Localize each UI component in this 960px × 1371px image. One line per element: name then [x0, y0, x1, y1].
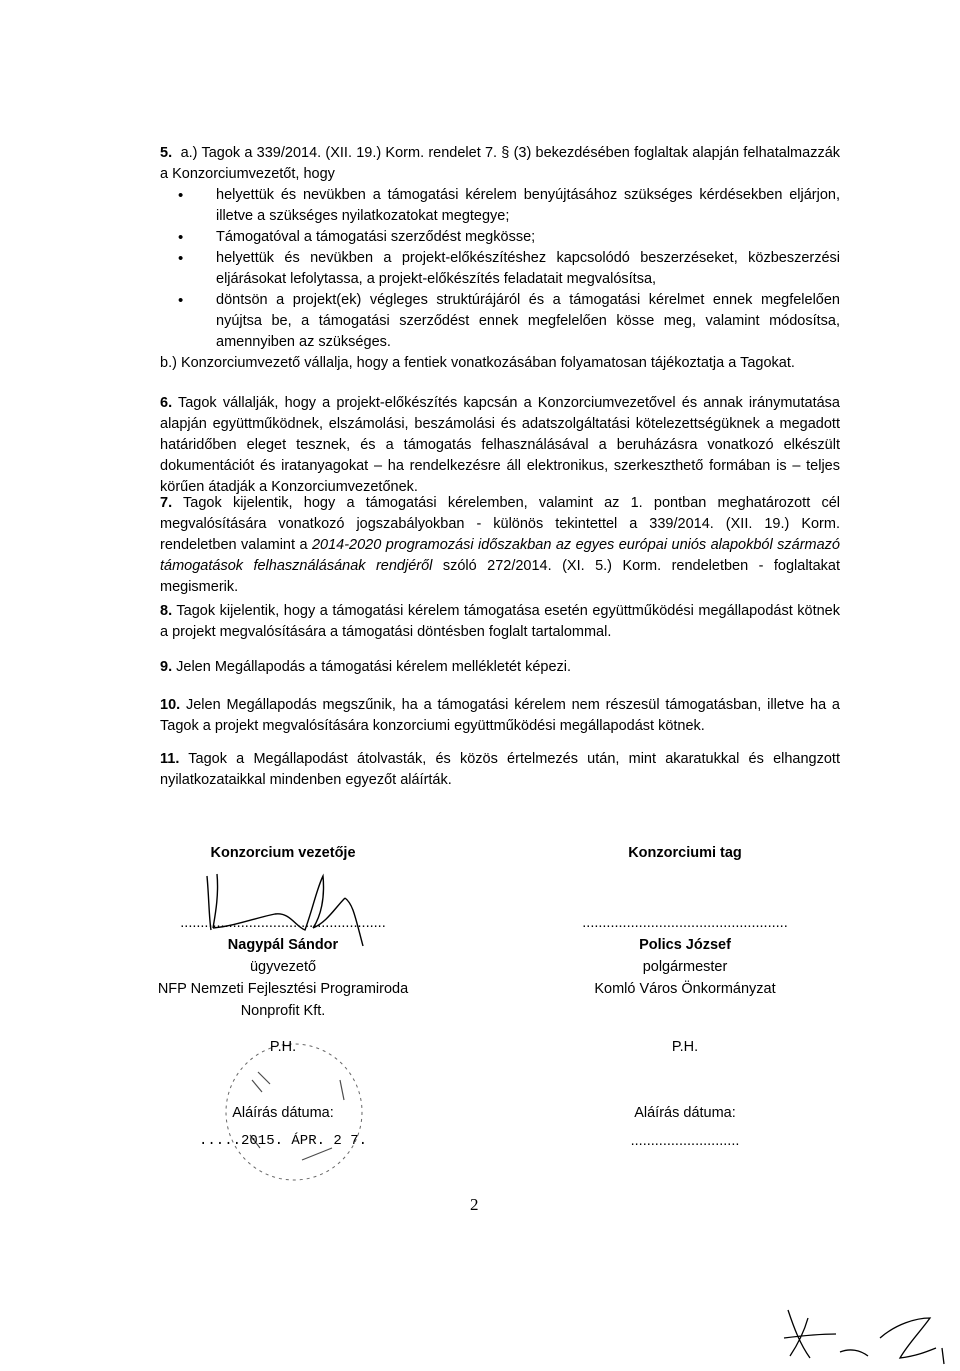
section-8-text: Tagok kijelentik, hogy a támogatási kérelem támogatása esetén együttműködési megállapodást kötnek a projekt megvalósítására a támogatási döntésben foglalt tartalommal. — [160, 603, 840, 640]
page-number: 2 — [470, 1195, 479, 1214]
section-7-italic-title: 2014-2020 programozási időszakban az egyes európai uniós alapokból származó támogatások felhasználásának rendjéről — [160, 537, 840, 574]
handwritten-initials — [780, 1298, 950, 1368]
handwritten-signature-left — [195, 868, 365, 948]
round-stamp-left — [222, 1040, 372, 1190]
signer-role-left: ügyvezető — [249, 959, 317, 975]
section-11-text: Tagok a Megállapodást átolvasták, és közös értelmezés után, mint akaratukkal és elhangzott nyilatkozataikkal mindenben egyezőt aláírták. — [160, 751, 840, 788]
section-9-number: 9. — [160, 659, 173, 675]
signature-date-value-left: .....2015. ÁPR. 2 7. — [198, 1133, 368, 1149]
signature-block-right — [535, 842, 835, 1152]
section-10-number: 10. — [160, 697, 181, 713]
section-6-text: Tagok vállalják, hogy a projekt-előkészítés kapcsán a Konzorciumvezetővel és annak iránymutatása alapján együttműködnek, elszámolási, beszámolási és adatszolgáltatási kötelezettségüknek a megadott határidőben eleget tesznek, és a támogatás felhasználásával a beruházásra vonatkozó elkészült dokumentációt és iratanyagokat – ha rendelkezésre áll elektronikus, szerkeszthető formában is – teljes körűen átadják a Konzorciumvezetőnek. — [160, 395, 840, 495]
section-6-number: 6. — [160, 395, 173, 411]
section-9-text: Jelen Megállapodás a támogatási kérelem mellékletét képezi. — [176, 659, 572, 675]
section-7-text-a: Tagok kijelentik, hogy a támogatási kérelemben, valamint az 1. pontban meghatározott cél megvalósítására vonatkozó jogszabályokban - különös tekintettel a 339/2014. (XII. 19.) Korm. rendeletben valamint a — [160, 495, 840, 553]
section-7 — [160, 493, 840, 598]
section-5-number: 5. — [160, 145, 173, 161]
signature-date-value-right: ........................... — [630, 1133, 740, 1149]
section-11 — [160, 749, 840, 791]
list-item: • helyettük és nevükben a támogatási kérelem benyújtásához szükséges kérdésekben eljárjon, illetve a szükséges nyilatkozatokat megtegye; — [216, 185, 840, 227]
signature-heading-right: Konzorciumi tag — [628, 845, 742, 861]
stamp-label-right: P.H. — [671, 1039, 699, 1055]
section-8 — [160, 601, 840, 643]
section-10-text: Jelen Megállapodás megszűnik, ha a támogatási kérelem nem részesül támogatásban, illetve ha a Tagok a projekt megvalósítására konzorciumi együttműködési megállapodást kötnek. — [160, 697, 840, 734]
signer-org-left: NFP Nemzeti Fejlesztési Programiroda — [157, 981, 409, 997]
list-item: • Támogatóval a támogatási szerződést megkösse; — [216, 227, 840, 248]
signature-date-label-left: Aláírás dátuma: — [232, 1105, 334, 1121]
section-5-bullet-list — [160, 185, 840, 353]
section-5-b: b.) Konzorciumvezető vállalja, hogy a fentiek vonatkozásában folyamatosan tájékoztatja a Tagokat. — [160, 355, 795, 371]
signer-name-right: Polics József — [639, 937, 731, 953]
section-6 — [160, 393, 840, 498]
signer-org-right: Komló Város Önkormányzat — [594, 981, 776, 997]
stamp-label-left: P.H. — [269, 1039, 297, 1055]
signature-line-left: ................................................... — [180, 915, 386, 931]
section-10 — [160, 695, 840, 737]
section-7-number: 7. — [160, 495, 173, 511]
section-7-text-b: szóló 272/2014. (XI. 5.) Korm. rendeletben - foglaltakat megismerik. — [160, 558, 840, 595]
section-9 — [160, 657, 840, 678]
signature-line-right: ................................................... — [582, 915, 788, 931]
list-item: • helyettük és nevükben a projekt-előkészítéshez kapcsolódó beszerzéseket, közbeszerzési eljárásokat lefolytassa, a projekt-előkészítés feladatait megvalósítsa, — [216, 248, 840, 290]
signer-name-left: Nagypál Sándor — [227, 937, 339, 953]
section-11-number: 11. — [160, 751, 180, 767]
section-5 — [160, 143, 840, 374]
section-5-intro: a.) Tagok a 339/2014. (XII. 19.) Korm. rendelet 7. § (3) bekezdésében foglaltak alapján felhatalmazzák a Konzorciumvezetőt, hogy — [160, 145, 841, 182]
list-item: • döntsön a projekt(ek) végleges struktúrájáról és a támogatási kérelmet ennek megfelelően nyújtsa be, a támogatási szerződést ennek megfelelően kösse meg, valamint módosítsa, amennyiben az szükséges. — [216, 290, 840, 353]
signature-heading-left: Konzorcium vezetője — [210, 845, 356, 861]
section-8-number: 8. — [160, 603, 173, 619]
signer-org-left-2: Nonprofit Kft. — [240, 1003, 326, 1019]
signature-date-label-right: Aláírás dátuma: — [634, 1105, 736, 1121]
signer-role-right: polgármester — [642, 959, 728, 975]
